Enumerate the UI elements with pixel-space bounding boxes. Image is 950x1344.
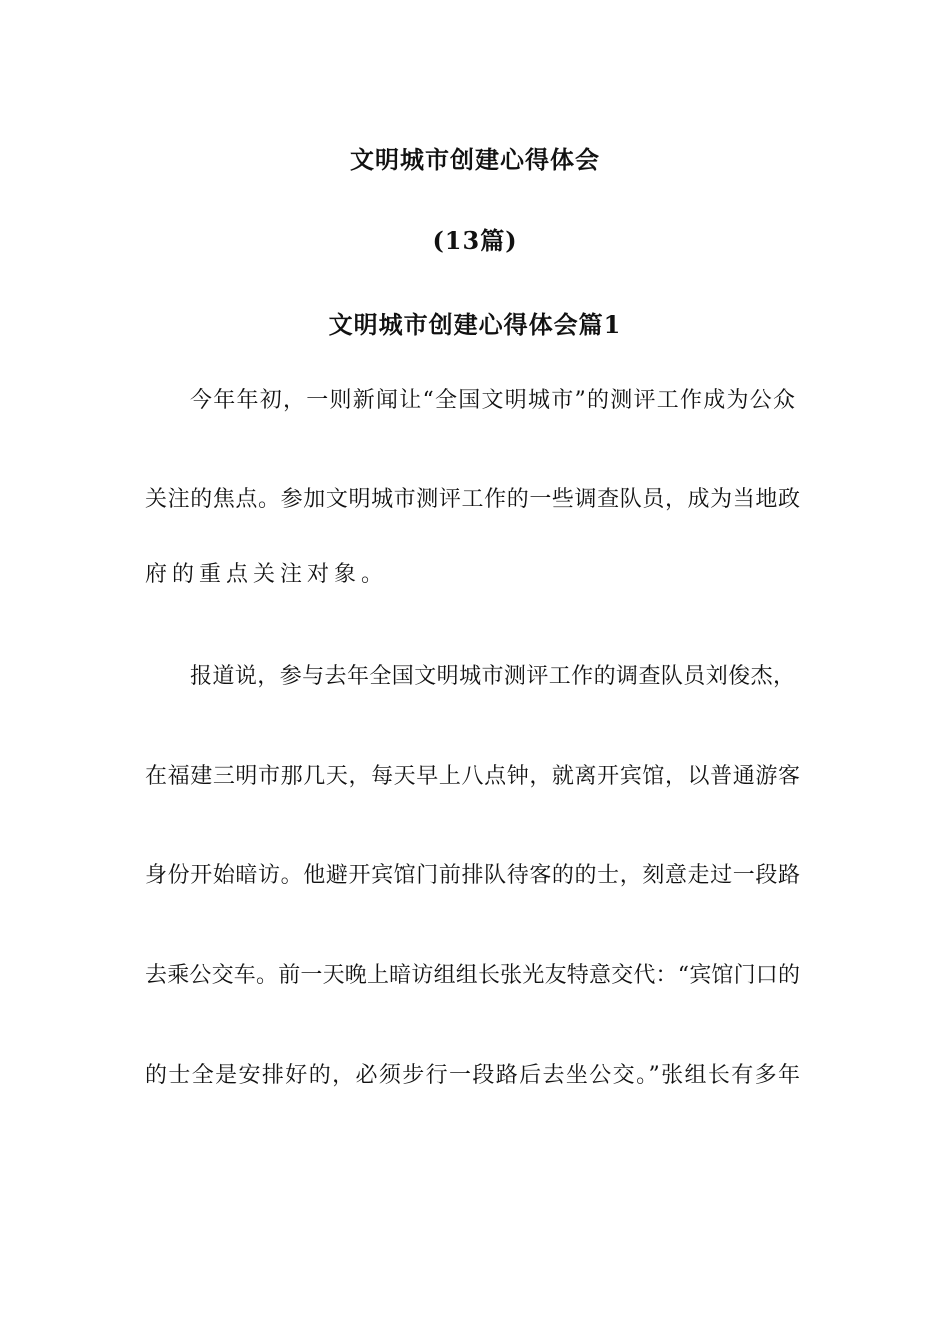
document-title: 文明城市创建心得体会 (350, 145, 600, 174)
text-line: 在福建三明市那几天，每天早上八点钟，就离开宾馆，以普通游客 (145, 764, 800, 789)
text-line: 关注的焦点。参加文明城市测评工作的一些调查队员，成为当地政 (145, 487, 800, 512)
text-line: 府的重点关注对象。 (145, 562, 389, 587)
text-line: 报道说，参与去年全国文明城市测评工作的调查队员刘俊杰， (190, 664, 795, 689)
section-heading: 文明城市创建心得体会篇1 (328, 310, 622, 339)
text-line: 身份开始暗访。他避开宾馆门前排队待客的的士，刻意走过一段路 (145, 863, 800, 888)
text-line: 的士全是安排好的，必须步行一段路后去坐公交。”张组长有多年 (145, 1063, 800, 1088)
text-line: 今年年初，一则新闻让“全国文明城市”的测评工作成为公众 (190, 388, 795, 413)
text-line: 去乘公交车。前一天晚上暗访组组长张光友特意交代：“宾馆门口的 (145, 963, 800, 988)
document-subtitle: (13篇) (432, 226, 518, 255)
